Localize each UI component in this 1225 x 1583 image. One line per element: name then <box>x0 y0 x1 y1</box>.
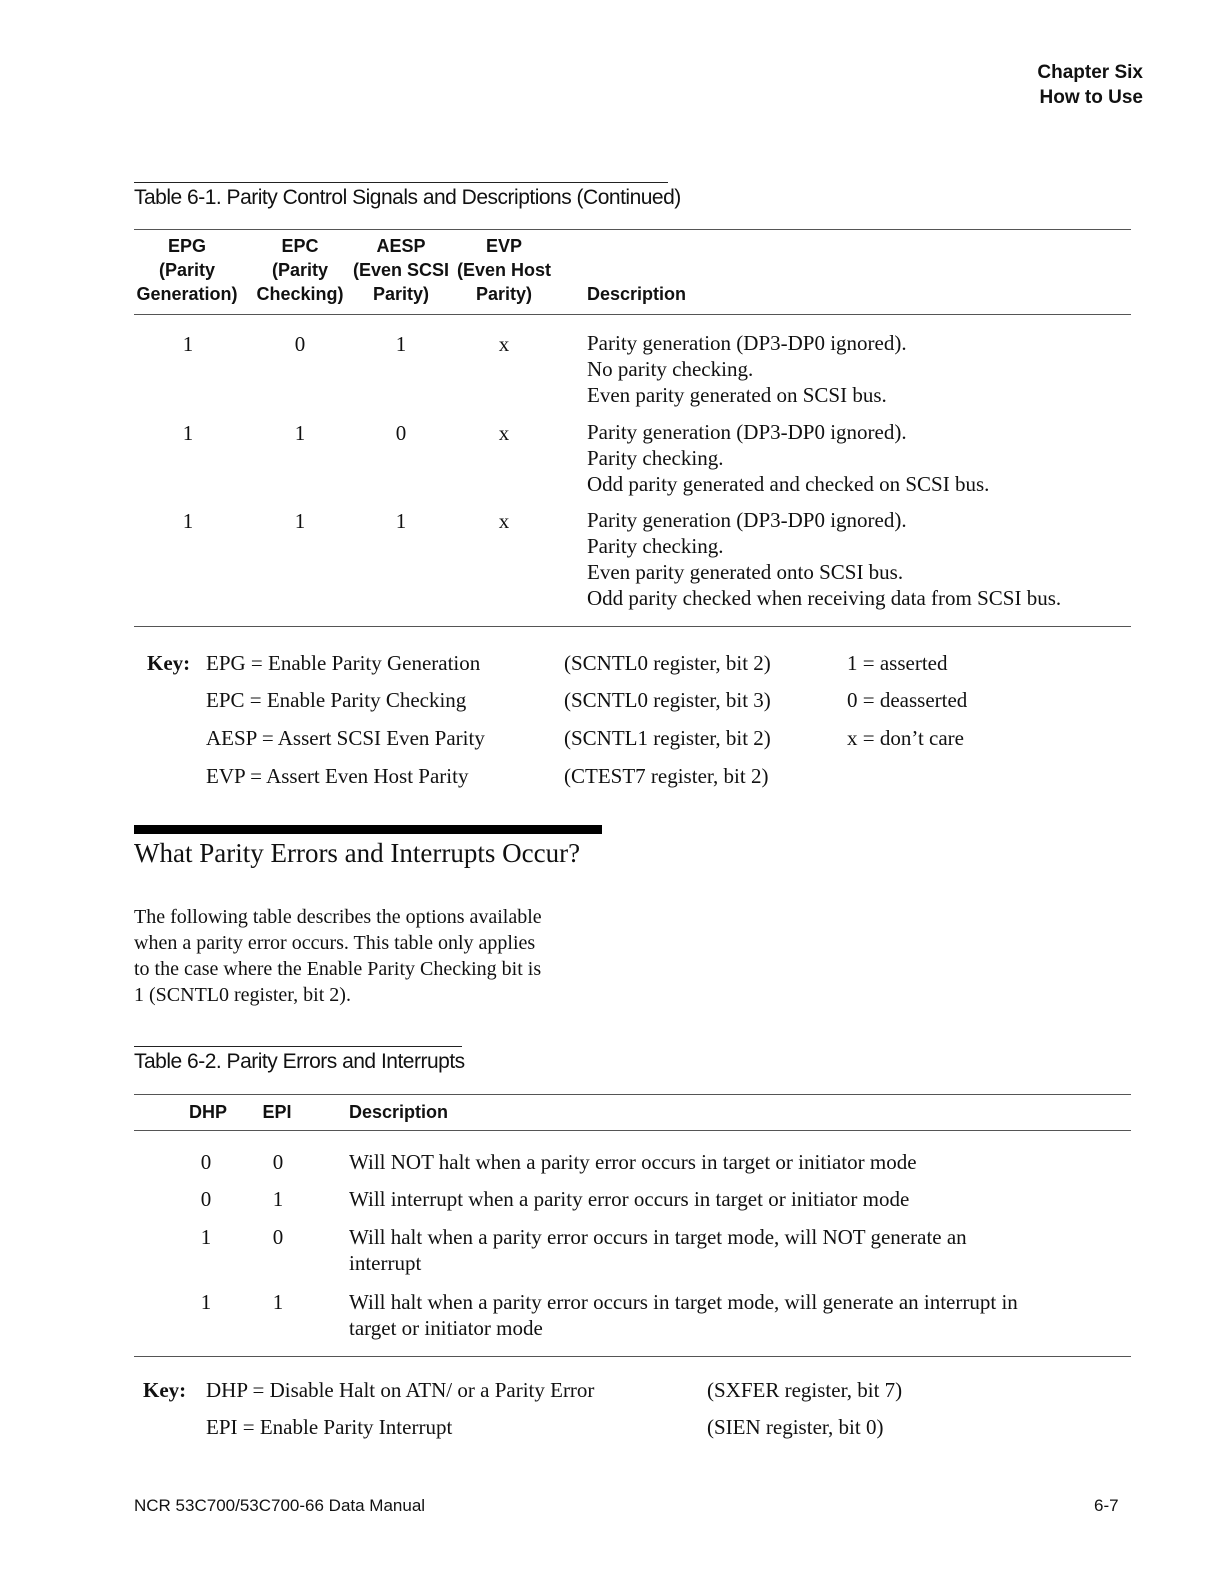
table2-row3-description: Will halt when a parity error occurs in target mode, will NOT generate an interrupt <box>349 1225 967 1275</box>
chapter-title: How to Use <box>1039 87 1143 108</box>
table1-key-epc-register: (SCNTL0 register, bit 3) <box>564 688 771 712</box>
running-header <box>1037 60 1143 110</box>
chapter-label: Chapter Six <box>1037 62 1143 83</box>
table2-row4-description: Will halt when a parity error occurs in target mode, will generate an interrupt in target or initiator mode <box>349 1290 1018 1340</box>
table1-key-evp-register: (CTEST7 register, bit 2) <box>564 764 769 788</box>
table2-col-epi: EPI <box>262 1102 292 1122</box>
table1-col-description: Description <box>587 284 687 304</box>
table1-col-evp: EVP (Even Host Parity) <box>456 236 552 304</box>
table1-top-rule <box>134 229 1131 230</box>
table2-row3-dhp: 1 <box>200 1225 212 1249</box>
table1-key-aesp: AESP = Assert SCSI Even Parity <box>206 726 485 750</box>
table2-row4-dhp: 1 <box>200 1290 212 1314</box>
table1-row1-epc: 0 <box>294 332 306 356</box>
footer-page-number: 6-7 <box>1094 1496 1119 1515</box>
table1-row1-evp: x <box>498 332 510 356</box>
table2-row3-epi: 0 <box>272 1225 284 1249</box>
table1-key-asserted: 1 = asserted <box>847 651 948 675</box>
table1-row2-epg: 1 <box>182 421 194 445</box>
section-paragraph: The following table describes the options available when a parity error occurs. This table only applies to the case where the Enable Parity Checking bit is 1 (SCNTL0 register, bit 2). <box>134 906 542 1006</box>
table2-row2-epi: 1 <box>272 1187 284 1211</box>
table2-key-epi-register: (SIEN register, bit 0) <box>707 1415 884 1439</box>
table1-key-dont-care: x = don’t care <box>847 726 964 750</box>
table1-key-label: Key: <box>147 651 191 675</box>
table1-row3-evp: x <box>498 509 510 533</box>
table2-row1-epi: 0 <box>272 1150 284 1174</box>
table1-caption-rule <box>134 182 668 183</box>
table2-col-description: Description <box>349 1102 449 1122</box>
table2-row2-dhp: 0 <box>200 1187 212 1211</box>
table1-row2-epc: 1 <box>294 421 306 445</box>
section-heading-bar <box>134 825 602 834</box>
table2-caption: Table 6-2. Parity Errors and Interrupts <box>134 1050 465 1073</box>
table1-key-epc: EPC = Enable Parity Checking <box>206 688 467 712</box>
table2-top-rule <box>134 1094 1131 1095</box>
table1-row2-aesp: 0 <box>395 421 407 445</box>
table1-row1-aesp: 1 <box>395 332 407 356</box>
table1-row3-epg: 1 <box>182 509 194 533</box>
table1-row1-description: Parity generation (DP3-DP0 ignored). No parity checking. Even parity generated on SCSI bus. <box>587 331 907 407</box>
table2-bottom-rule <box>134 1356 1131 1357</box>
table1-key-epg: EPG = Enable Parity Generation <box>206 651 481 675</box>
table2-key-dhp-register: (SXFER register, bit 7) <box>707 1378 903 1402</box>
table1-key-evp: EVP = Assert Even Host Parity <box>206 764 469 788</box>
table1-row3-description: Parity generation (DP3-DP0 ignored). Parity checking. Even parity generated onto SCSI bus. Odd parity checked when receiving data from SCSI bus. <box>587 508 1062 610</box>
table1-row2-description: Parity generation (DP3-DP0 ignored). Parity checking. Odd parity generated and checked on SCSI bus. <box>587 420 990 496</box>
table2-key-label: Key: <box>143 1378 187 1402</box>
table1-row3-epc: 1 <box>294 509 306 533</box>
table1-key-epg-register: (SCNTL0 register, bit 2) <box>564 651 771 675</box>
table2-row4-epi: 1 <box>272 1290 284 1314</box>
table1-row3-aesp: 1 <box>395 509 407 533</box>
table2-header-rule <box>134 1130 1131 1131</box>
table1-col-epg: EPG (Parity Generation) <box>136 236 238 304</box>
table2-caption-rule <box>134 1046 462 1047</box>
footer-manual-title: NCR 53C700/53C700-66 Data Manual <box>134 1496 426 1515</box>
table2-col-dhp: DHP <box>188 1102 227 1122</box>
table2-key-dhp: DHP = Disable Halt on ATN/ or a Parity Error <box>206 1378 595 1402</box>
table1-row1-epg: 1 <box>182 332 194 356</box>
table1-key-deasserted: 0 = deasserted <box>847 688 968 712</box>
table2-row1-dhp: 0 <box>200 1150 212 1174</box>
section-heading: What Parity Errors and Interrupts Occur? <box>134 838 581 868</box>
table1-row2-evp: x <box>498 421 510 445</box>
table2-row1-description: Will NOT halt when a parity error occurs in target or initiator mode <box>349 1150 917 1174</box>
table2-key-epi: EPI = Enable Parity Interrupt <box>206 1415 453 1439</box>
table1-caption: Table 6-1. Parity Control Signals and Descriptions (Continued) <box>134 186 681 209</box>
table1-key-aesp-register: (SCNTL1 register, bit 2) <box>564 726 771 750</box>
table1-bottom-rule <box>134 626 1131 627</box>
table1-col-aesp: AESP (Even SCSI Parity) <box>352 236 450 304</box>
table1-header-rule <box>134 314 1131 315</box>
table2-row2-description: Will interrupt when a parity error occurs in target or initiator mode <box>349 1187 910 1211</box>
table1-col-epc: EPC (Parity Checking) <box>256 236 344 304</box>
